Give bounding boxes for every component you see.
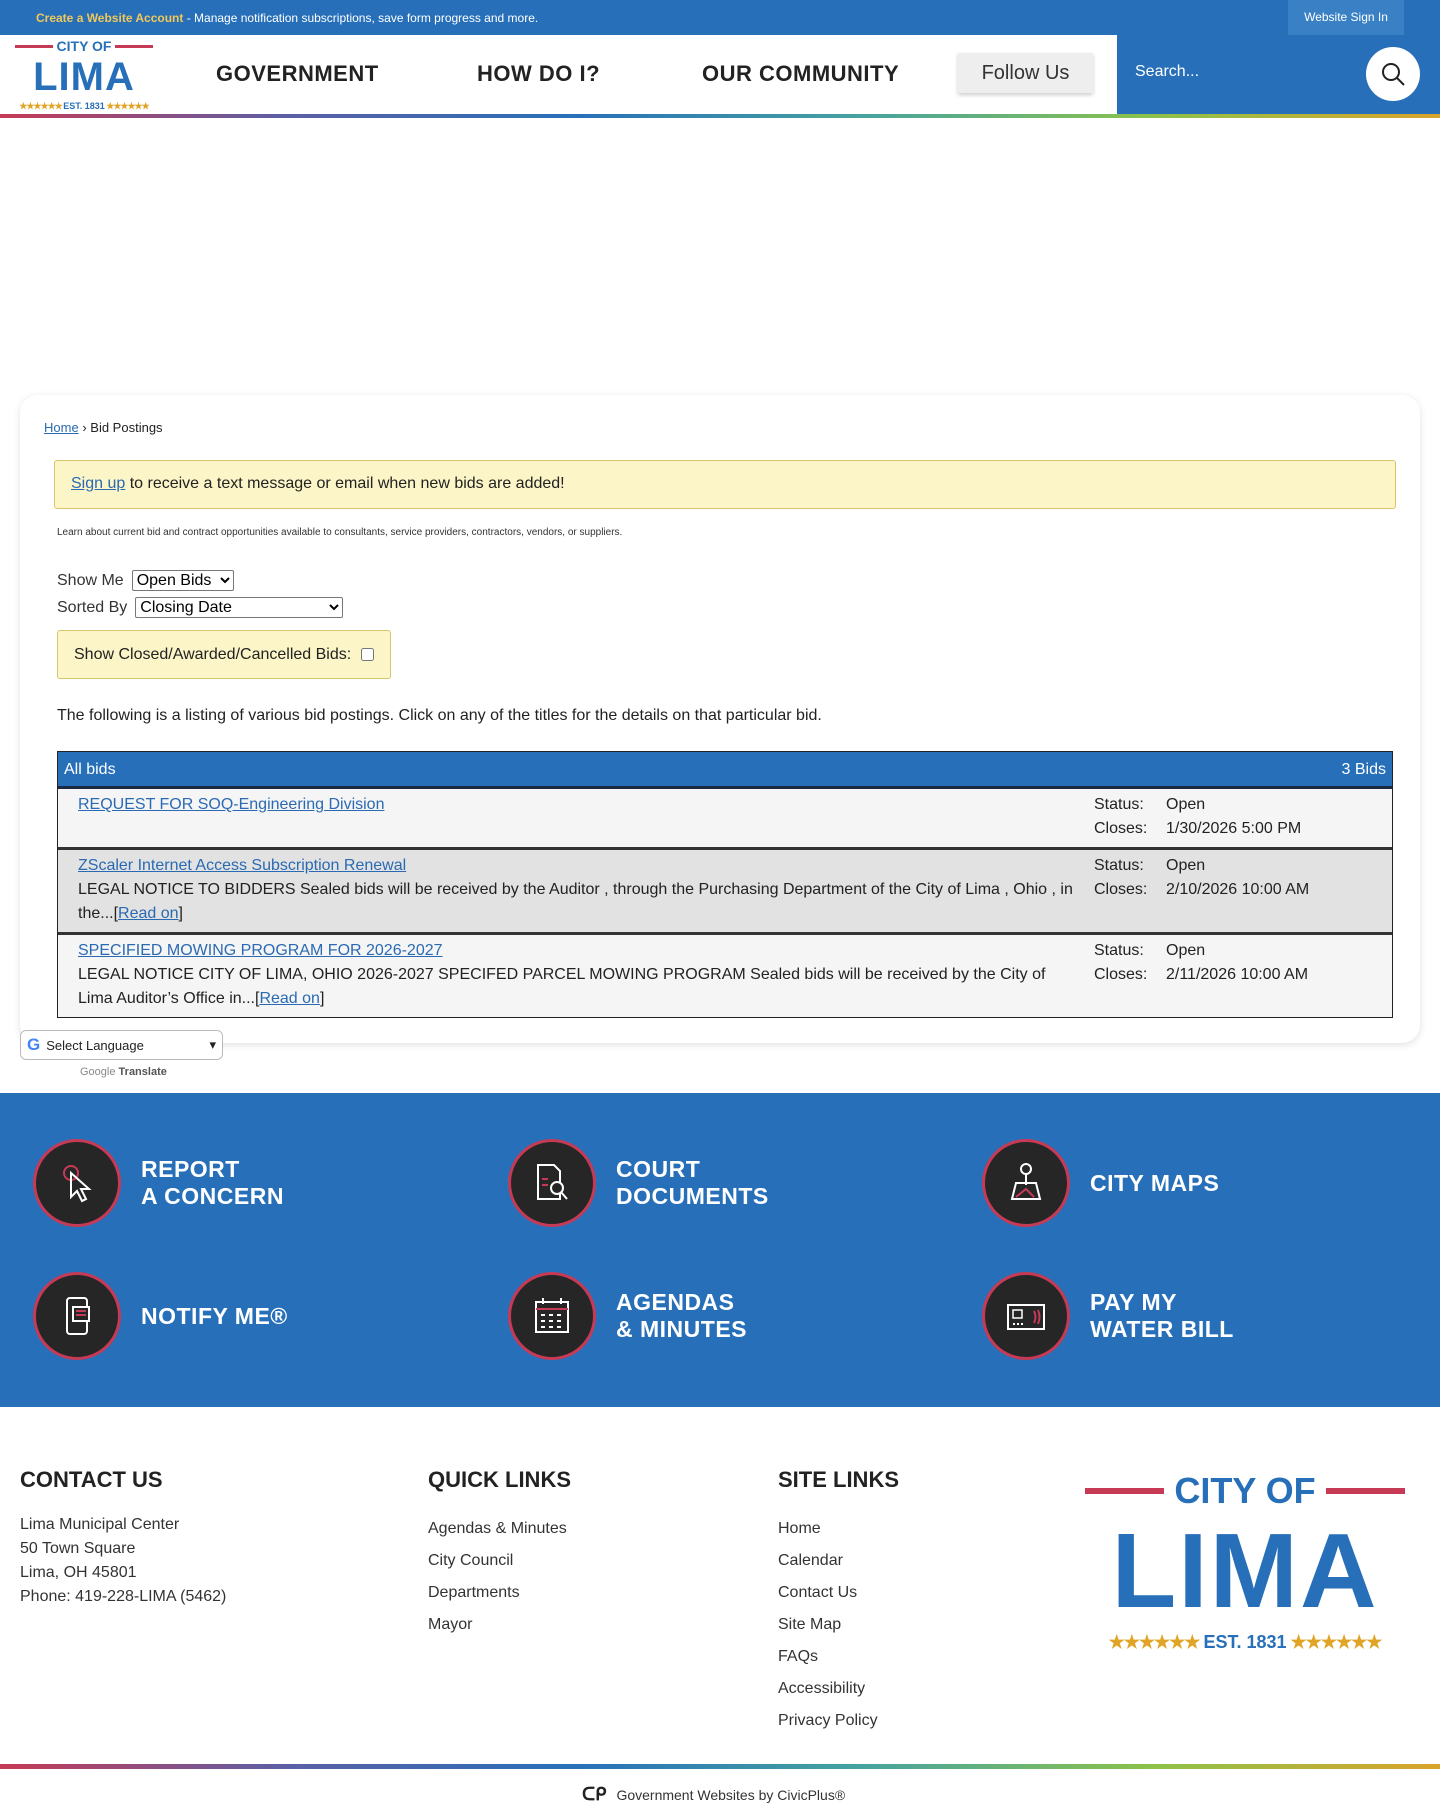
show-me-select[interactable] (132, 570, 234, 591)
quicklink-court-documents[interactable] (508, 1139, 769, 1227)
top-bar (0, 0, 1440, 35)
footer-link[interactable]: Accessibility (778, 1680, 866, 1697)
footer-link[interactable]: Site Map (778, 1616, 842, 1633)
logo-lima: LIMA (33, 55, 135, 99)
closes-label: Closes: (1094, 966, 1148, 983)
search-icon (1380, 61, 1406, 87)
table-row (58, 789, 1392, 850)
google-g-icon: G (27, 1035, 41, 1054)
closed-bids-box (57, 630, 391, 679)
quicklink-report-concern[interactable] (33, 1139, 284, 1227)
footer-link[interactable]: FAQs (778, 1648, 819, 1665)
quicklink-label: DOCUMENTS (616, 1183, 769, 1209)
breadcrumb-separator: › (82, 420, 87, 435)
intro-text: Learn about current bid and contract opportunities available to consultants, service providers, contractors, vendors, or suppliers. (57, 527, 623, 538)
logo-city-of: CITY OF (56, 38, 112, 54)
signup-alert (54, 460, 1396, 509)
status-label: Status: (1094, 857, 1144, 874)
language-select[interactable] (20, 1030, 223, 1060)
table-header (58, 752, 1392, 789)
quicklink-label: AGENDAS (616, 1289, 735, 1315)
quicklink-label: & MINUTES (616, 1316, 747, 1342)
google-translate-credit (80, 1066, 167, 1078)
search-input[interactable] (1135, 57, 1355, 87)
quicklink-label: COURT (616, 1156, 701, 1182)
bid-description: LEGAL NOTICE TO BIDDERS Sealed bids will be received by the Auditor , through the Purchasing Department of the City of Lima , Ohio , in the... (78, 881, 1073, 922)
table-title: All bids (64, 761, 116, 778)
quicklink-label: REPORT (141, 1156, 240, 1182)
quicklink-city-maps[interactable] (982, 1139, 1219, 1227)
contact-line: Lima Municipal Center (20, 1516, 180, 1533)
breadcrumb-current: Bid Postings (90, 420, 163, 435)
translate-label: Translate (118, 1066, 167, 1078)
footer-link[interactable]: Privacy Policy (778, 1712, 878, 1729)
closes-value: 2/10/2026 10:00 AM (1166, 881, 1310, 898)
quick-links-heading: QUICK LINKS (428, 1467, 571, 1492)
quicklink-notify-me[interactable] (33, 1272, 288, 1360)
nav-how-do-i[interactable]: HOW DO I? (477, 61, 601, 86)
bid-title-link[interactable]: ZScaler Internet Access Subscription Renewal (78, 857, 407, 874)
card-icon (1004, 1294, 1048, 1338)
quicklink-label: A CONCERN (141, 1183, 284, 1209)
footer-link[interactable]: Home (778, 1520, 821, 1537)
contact-heading: CONTACT US (20, 1467, 163, 1492)
account-message (36, 11, 538, 25)
nav-our-community[interactable]: OUR COMMUNITY (702, 61, 900, 86)
search-panel (1117, 35, 1440, 115)
account-message-text: - Manage notification subscriptions, save form progress and more. (183, 11, 539, 25)
footer-link[interactable]: Agendas & Minutes (428, 1520, 567, 1537)
search-button[interactable] (1366, 47, 1420, 101)
closes-label: Closes: (1094, 820, 1148, 837)
bid-count: 3 Bids (1341, 761, 1386, 778)
quicklink-label: PAY MY (1090, 1289, 1177, 1315)
sorted-by-label: Sorted By (57, 598, 128, 616)
show-me-label: Show Me (57, 571, 124, 589)
footer-link[interactable]: Calendar (778, 1552, 843, 1569)
contact-line: Phone: 419-228-LIMA (5462) (20, 1588, 227, 1605)
quicklink-label: WATER BILL (1090, 1316, 1234, 1342)
quicklink-label: NOTIFY ME® (141, 1302, 288, 1329)
website-sign-in-button[interactable]: Website Sign In (1288, 0, 1404, 35)
closes-value: 2/11/2026 10:00 AM (1166, 966, 1309, 983)
quicklink-pay-water-bill[interactable] (982, 1272, 1234, 1360)
quick-links-list (428, 1513, 567, 1641)
cursor-icon (57, 1161, 97, 1205)
civicplus-credit[interactable] (582, 1784, 845, 1805)
map-pin-icon (1004, 1161, 1048, 1205)
show-me-filter (57, 570, 234, 591)
footer-link[interactable]: City Council (428, 1552, 514, 1569)
logo-est: EST. 1831 (1203, 1632, 1287, 1652)
nav-government[interactable]: GOVERNMENT (216, 61, 379, 86)
site-links-heading: SITE LINKS (778, 1467, 900, 1492)
bid-description: LEGAL NOTICE CITY OF LIMA, OHIO 2026-2027 SPECIFED PARCEL MOWING PROGRAM Sealed bids will be received by the City of Lima Auditor’s Office in... (78, 966, 1046, 1007)
status-value: Open (1166, 857, 1206, 874)
alert-text: to receive a text message or email when new bids are added! (125, 475, 565, 492)
calendar-icon (530, 1294, 574, 1338)
read-on-link[interactable]: Read on (118, 905, 179, 922)
contact-line: Lima, OH 45801 (20, 1564, 137, 1581)
sign-up-link[interactable]: Sign up (71, 475, 126, 492)
status-label: Status: (1094, 942, 1144, 959)
closed-bids-checkbox[interactable] (361, 648, 374, 661)
follow-us-button[interactable]: Follow Us (958, 53, 1093, 93)
rainbow-divider (0, 114, 1440, 118)
quicklink-label: CITY MAPS (1090, 1169, 1220, 1196)
chevron-down-icon: ▾ (209, 1037, 216, 1052)
create-account-link[interactable]: Create a Website Account (36, 11, 184, 25)
status-value: Open (1166, 942, 1206, 959)
language-select-label: Select Language (46, 1037, 144, 1053)
contact-line: 50 Town Square (20, 1540, 136, 1557)
read-on-link[interactable]: Read on (259, 990, 320, 1007)
logo-city-of: CITY OF (1174, 1470, 1316, 1511)
bid-title-link[interactable]: SPECIFIED MOWING PROGRAM FOR 2026-2027 (78, 942, 443, 959)
status-value: Open (1166, 796, 1206, 813)
closed-bids-label: Show Closed/Awarded/Cancelled Bids: (74, 645, 352, 663)
rainbow-divider (0, 1764, 1440, 1769)
footer-city-logo: CITY OF LIMA ★★★★★★ EST. 1831 ★★★★★★ (1085, 1470, 1405, 1654)
sorted-by-filter (57, 597, 343, 618)
closes-label: Closes: (1094, 881, 1148, 898)
site-links-list (778, 1513, 878, 1737)
footer-link[interactable]: Contact Us (778, 1584, 858, 1601)
table-row: ZScaler Internet Access Subscription Renewal LEGAL NOTICE TO BIDDERS Sealed bids will be received by the Auditor , through the Purchasing Department of the City of Lima , Ohio , in the...[Read on] Status: Open Closes: 2/10/2026 10:00 AM (58, 850, 1392, 935)
quicklink-agendas-minutes[interactable] (508, 1272, 747, 1360)
contact-info (20, 1513, 226, 1609)
breadcrumb-home[interactable]: Home (44, 420, 79, 435)
city-logo[interactable]: CITY OF LIMA ★★★★★★ EST. 1831 ★★★★★★ (15, 38, 153, 112)
table-row: SPECIFIED MOWING PROGRAM FOR 2026-2027 LEGAL NOTICE CITY OF LIMA, OHIO 2026-2027 SPECIFED PARCEL MOWING PROGRAM Sealed bids will be received by the City of Lima Auditor’s Office in...[Read on] Status: Open Closes: 2/11/2026 10:00 AM (58, 935, 1392, 1017)
document-search-icon (532, 1161, 572, 1205)
footer-link[interactable]: Mayor (428, 1616, 473, 1633)
bids-table (57, 751, 1393, 1018)
google-label: Google (80, 1066, 116, 1078)
status-label: Status: (1094, 796, 1144, 813)
civicplus-icon: ᑕᑭ (582, 1784, 607, 1804)
listing-text: The following is a listing of various bid postings. Click on any of the titles for the details on that particular bid. (57, 707, 822, 724)
footer-link[interactable]: Departments (428, 1584, 520, 1601)
logo-lima: LIMA (1111, 1512, 1379, 1630)
quick-links-section (0, 1093, 1440, 1407)
bid-title-link[interactable]: REQUEST FOR SOQ-Engineering Division (78, 796, 385, 813)
civicplus-text: Government Websites by CivicPlus® (616, 1786, 846, 1803)
logo-est: EST. 1831 (63, 101, 105, 111)
sorted-by-select[interactable] (135, 597, 343, 618)
breadcrumb (44, 420, 163, 435)
closes-value: 1/30/2026 5:00 PM (1166, 820, 1302, 837)
phone-message-icon (57, 1294, 97, 1338)
